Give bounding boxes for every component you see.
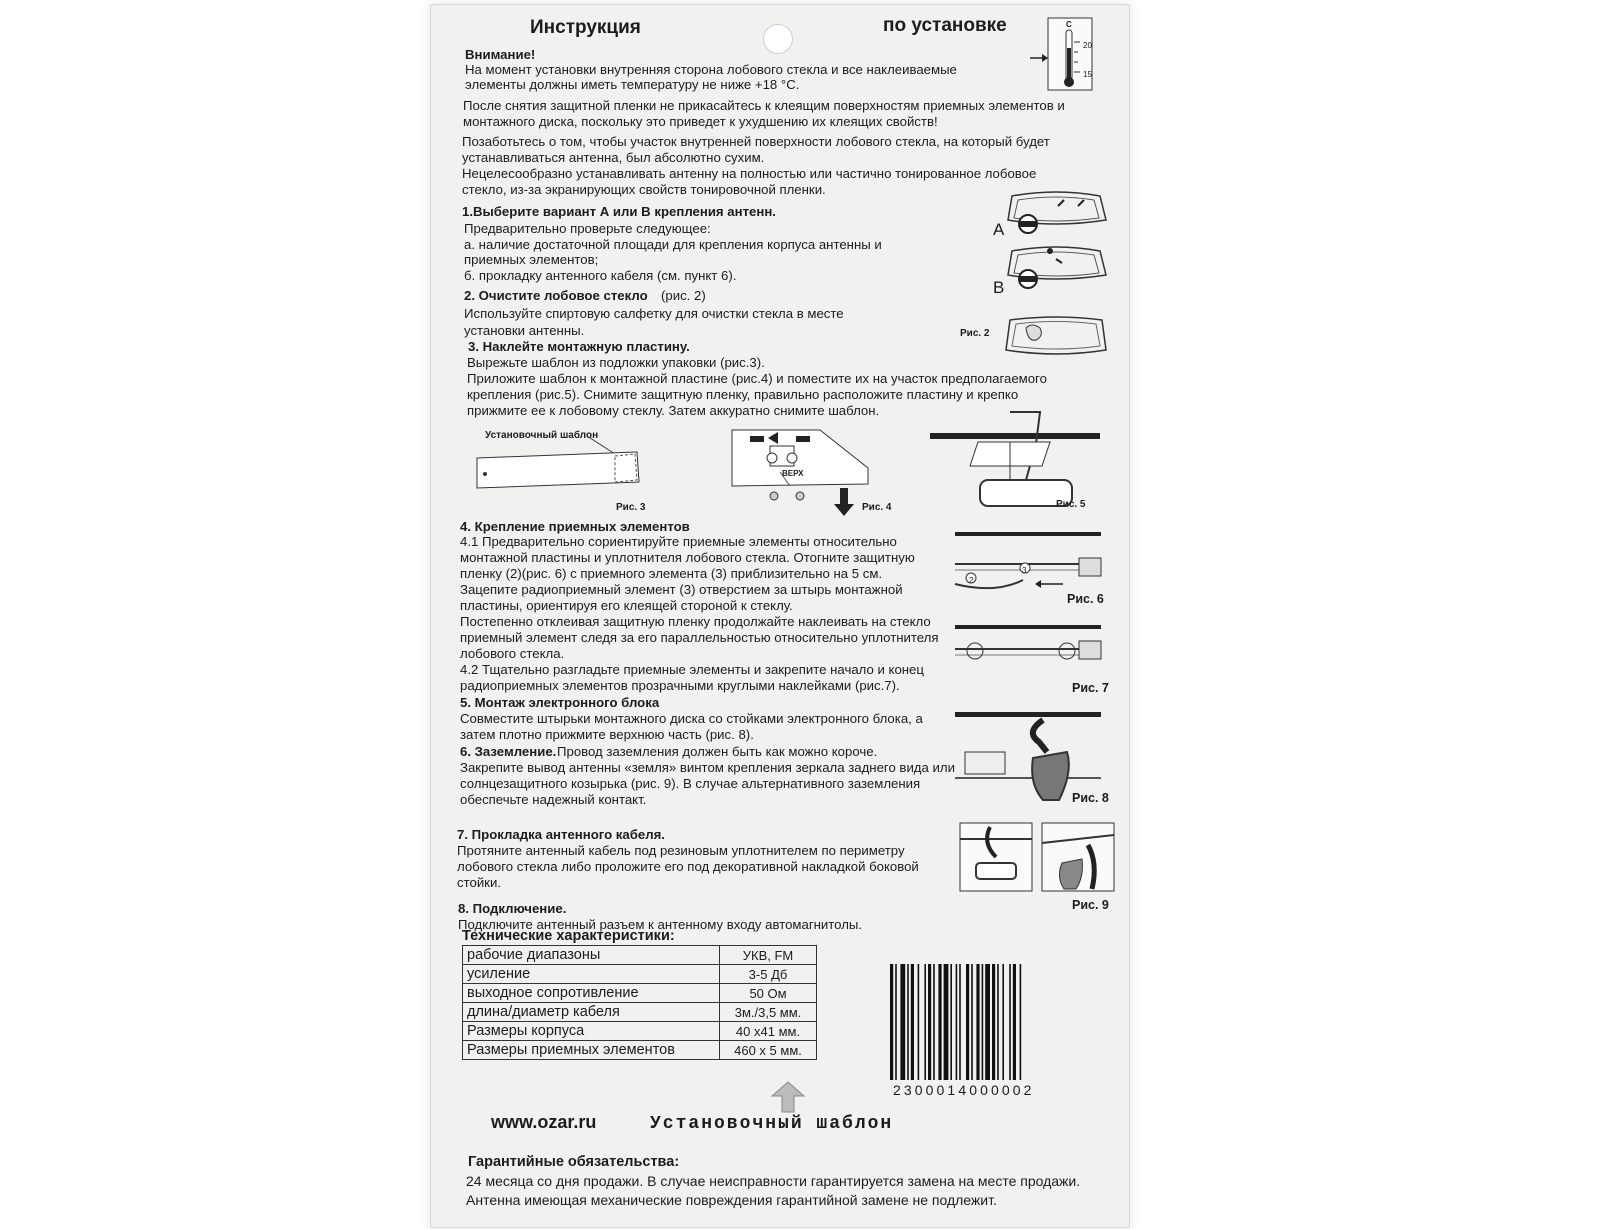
receiving-element-stickers-illustration xyxy=(955,621,1105,671)
warning-line: После снятия защитной пленки не прикасайтесь к клеящим поверхностям приемных элементов и xyxy=(463,98,1065,113)
step4-line: радиоприемных элементов прозрачными круглыми наклейками (рис.7). xyxy=(460,678,900,693)
warning-line: элементы должны иметь температуру не ниже +18 °С. xyxy=(465,77,800,92)
step7-line: Протяните антенный кабель под резиновым уплотнителем по периметру xyxy=(457,843,905,858)
step4-line: 4.1 Предварительно сориентируйте приемные элементы относительно xyxy=(460,534,897,549)
warning-line: стекло, из-за экранирующих свойств тонировочной пленки. xyxy=(462,182,826,197)
step6-line: Провод заземления должен быть как можно короче. xyxy=(557,744,878,759)
barcode-bar xyxy=(938,964,941,1080)
grounding-visor-illustration xyxy=(1042,823,1116,893)
table-row xyxy=(463,965,817,984)
step6-line: солнцезащитного козырька (рис. 9). В случае альтернативного заземления xyxy=(460,776,921,791)
warning-line: Позаботьтесь о том, чтобы участок внутренней поверхности лобового стекла, на который будет xyxy=(462,134,1050,149)
barcode-bar xyxy=(992,964,995,1080)
step1-line: Предварительно проверьте следующее: xyxy=(464,221,711,236)
barcode-bar xyxy=(1020,964,1022,1080)
fig7-label: Рис. 7 xyxy=(1072,681,1109,695)
barcode-bar xyxy=(918,964,920,1080)
step4-line: Постепенно отклеивая защитную пленку продолжайте наклеивать на стекло xyxy=(460,614,931,629)
warning-line: На момент установки внутренняя сторона лобового стекла и все наклеиваемые xyxy=(465,62,957,77)
step7-line: стойки. xyxy=(457,875,501,890)
barcode-bar xyxy=(924,964,926,1080)
variant-b-label: B xyxy=(993,278,1005,297)
table-row xyxy=(463,984,817,1003)
barcode-bar xyxy=(944,964,949,1080)
step3-title: 3. Наклейте монтажную пластину. xyxy=(468,339,690,354)
step4-line: пленку (2)(рис. 6) с приемного элемента (3) приблизительно на 5 см. xyxy=(460,566,883,581)
step6-title: 6. Заземление. xyxy=(460,744,557,759)
spec-name: выходное сопротивление xyxy=(463,984,720,1003)
step8-line: Подключите антенный разъем к антенному входу автомагнитолы. xyxy=(458,917,863,932)
template-cutout-illustration xyxy=(475,434,645,494)
mark-2: 2 xyxy=(969,576,974,585)
spec-name: Размеры корпуса xyxy=(463,1022,720,1041)
step2-title: 2. Очистите лобовое стекло xyxy=(464,288,648,303)
spec-value: 460 x 5 мм. xyxy=(720,1041,817,1060)
variant-a-label: A xyxy=(993,220,1005,239)
step5-line: затем плотно прижмите верхнюю часть (рис. 8). xyxy=(460,727,754,742)
barcode-bar xyxy=(976,964,979,1080)
step1-line: б. прокладку антенного кабеля (см. пункт 6). xyxy=(464,268,737,283)
grounding-mirror-illustration xyxy=(960,823,1034,893)
step4-line: монтажной пластины и уплотнителя лобового стекла. Отогните защитную xyxy=(460,550,915,565)
spec-name: длина/диаметр кабеля xyxy=(463,1003,720,1022)
step1-line: а. наличие достаточной площади для крепления корпуса антенны и xyxy=(464,237,882,252)
website-url: www.ozar.ru xyxy=(491,1112,597,1132)
barcode-bar xyxy=(966,964,969,1080)
hang-hole xyxy=(763,24,793,54)
warning-line: монтажного диска, поскольку это приведет к ухудшению их клеящих свойств! xyxy=(463,114,938,129)
warning-line: устанавливаться антенна, был абсолютно сухим. xyxy=(462,150,765,165)
step1-title: 1.Выберите вариант А или В крепления антенн. xyxy=(462,204,776,219)
warranty-title: Гарантийные обязательства: xyxy=(468,1154,680,1170)
step6-line: обеспечьте надежный контакт. xyxy=(460,792,647,807)
barcode-bar xyxy=(1002,964,1004,1080)
table-row xyxy=(463,946,817,965)
step4-line: Зацепите радиоприемный элемент (3) отверстием за штырь монтажной xyxy=(460,582,903,597)
step7-line: лобового стекла либо проложите его под декоративной накладкой боковой xyxy=(457,859,919,874)
step4-line: пластины, ориентируя его клеящей стороной к стеклу. xyxy=(460,598,793,613)
up-arrow-icon xyxy=(770,1082,806,1112)
step8-title: 8. Подключение. xyxy=(458,901,567,916)
step5-title: 5. Монтаж электронного блока xyxy=(460,695,660,710)
table-row xyxy=(463,1022,817,1041)
warranty-line: Антенна имеющая механические повреждения гарантийной замене не подлежит. xyxy=(466,1192,997,1208)
barcode-bar xyxy=(928,964,931,1080)
fig9-label: Рис. 9 xyxy=(1072,898,1109,912)
spec-value: 40 x41 мм. xyxy=(720,1022,817,1041)
fig3-label: Рис. 3 xyxy=(616,502,646,513)
step2-line: Используйте спиртовую салфетку для очистки стекла в месте xyxy=(464,306,844,321)
barcode-bar xyxy=(1013,964,1016,1080)
specs-table xyxy=(462,945,817,1060)
specs-title: Технические характеристики: xyxy=(462,928,675,944)
step3-line: Приложите шаблон к монтажной пластине (рис.4) и поместите их на участок предполагаемого xyxy=(467,371,1047,386)
step4-line: 4.2 Тщательно разгладьте приемные элементы и закрепите начало и конец xyxy=(460,662,924,677)
barcode-bar xyxy=(900,964,905,1080)
windshield-variant-b-illustration xyxy=(1006,245,1106,293)
header-right-title: по установке xyxy=(883,15,1007,36)
thermometer-unit: C xyxy=(1066,20,1072,29)
barcode-bar xyxy=(997,964,999,1080)
spec-name: рабочие диапазоны xyxy=(463,946,720,965)
windshield-variant-a-illustration xyxy=(1006,190,1106,238)
barcode-bar xyxy=(971,964,973,1080)
spec-value: УКВ, FM xyxy=(720,946,817,965)
thermometer-mark-high: 20 xyxy=(1083,41,1092,50)
fig2-label: Рис. 2 xyxy=(960,328,990,339)
barcode-bar xyxy=(890,964,893,1080)
barcode-bar xyxy=(907,964,909,1080)
fig5-label: Рис. 5 xyxy=(1056,499,1086,510)
spec-value: 3м./3,5 мм. xyxy=(720,1003,817,1022)
spec-value: 50 Ом xyxy=(720,984,817,1003)
step1-line: приемных элементов; xyxy=(464,252,599,267)
thermometer-mark-low: 15 xyxy=(1083,70,1092,79)
barcode-bar xyxy=(985,964,990,1080)
warning-line: Нецелесообразно устанавливать антенну на полностью или частично тонированное лобовое xyxy=(462,166,1037,181)
step4-title: 4. Крепление приемных элементов xyxy=(460,519,690,534)
step4-line: лобового стекла. xyxy=(460,646,565,661)
receiving-element-illustration xyxy=(955,530,1105,600)
step4-line: приемный элемент следя за его параллельностью относительно уплотнителя xyxy=(460,630,939,645)
template-title: Установочный шаблон xyxy=(650,1114,894,1134)
barcode-bar xyxy=(959,964,961,1080)
barcode-bar xyxy=(956,964,958,1080)
barcode-bar xyxy=(950,964,952,1080)
windshield-cleaning-illustration xyxy=(1004,316,1108,360)
step3-line: прижмите ее к лобовому стеклу. Затем аккуратно снимите шаблон. xyxy=(467,403,880,418)
barcode-bar xyxy=(895,964,897,1080)
barcode xyxy=(890,964,1056,1080)
spec-name: усиление xyxy=(463,965,720,984)
barcode-bar xyxy=(911,964,914,1080)
fig6-label: Рис. 6 xyxy=(1067,592,1104,606)
barcode-bar xyxy=(933,964,935,1080)
step3-line: крепления (рис.5). Снимите защитную пленку, правильно расположите пластину и крепко xyxy=(467,387,1019,402)
step7-title: 7. Прокладка антенного кабеля. xyxy=(457,827,665,842)
spec-value: 3-5 Дб xyxy=(720,965,817,984)
up-arrow-word: ВЕРХ xyxy=(782,469,804,478)
warning-title: Внимание! xyxy=(465,47,536,62)
step3-line: Вырежьте шаблон из подложки упаковки (рис.3). xyxy=(467,355,765,370)
plate-on-windshield-illustration xyxy=(930,404,1100,508)
barcode-number: 2300014000002 xyxy=(893,1082,1035,1098)
table-row xyxy=(463,1003,817,1022)
barcode-bar xyxy=(982,964,984,1080)
fig4-label: Рис. 4 xyxy=(862,502,892,513)
table-row xyxy=(463,1041,817,1060)
header-left-title: Инструкция xyxy=(530,17,641,38)
spec-name: Размеры приемных элементов xyxy=(463,1041,720,1060)
mark-3: 3 xyxy=(1022,566,1027,575)
warranty-line: 24 месяца со дня продажи. В случае неисправности гарантируется замена на месте продажи. xyxy=(466,1173,1081,1189)
step5-line: Совместите штырьки монтажного диска со стойками электронного блока, а xyxy=(460,711,923,726)
step2-line: установки антенны. xyxy=(464,323,585,338)
step6-line: Закрепите вывод антенны «земля» винтом крепления зеркала заднего вида или xyxy=(460,760,955,775)
barcode-bar xyxy=(1009,964,1011,1080)
fig8-label: Рис. 8 xyxy=(1072,791,1109,805)
template-label: Установочный шаблон xyxy=(485,430,599,441)
step2-title-ref: (рис. 2) xyxy=(661,288,706,303)
